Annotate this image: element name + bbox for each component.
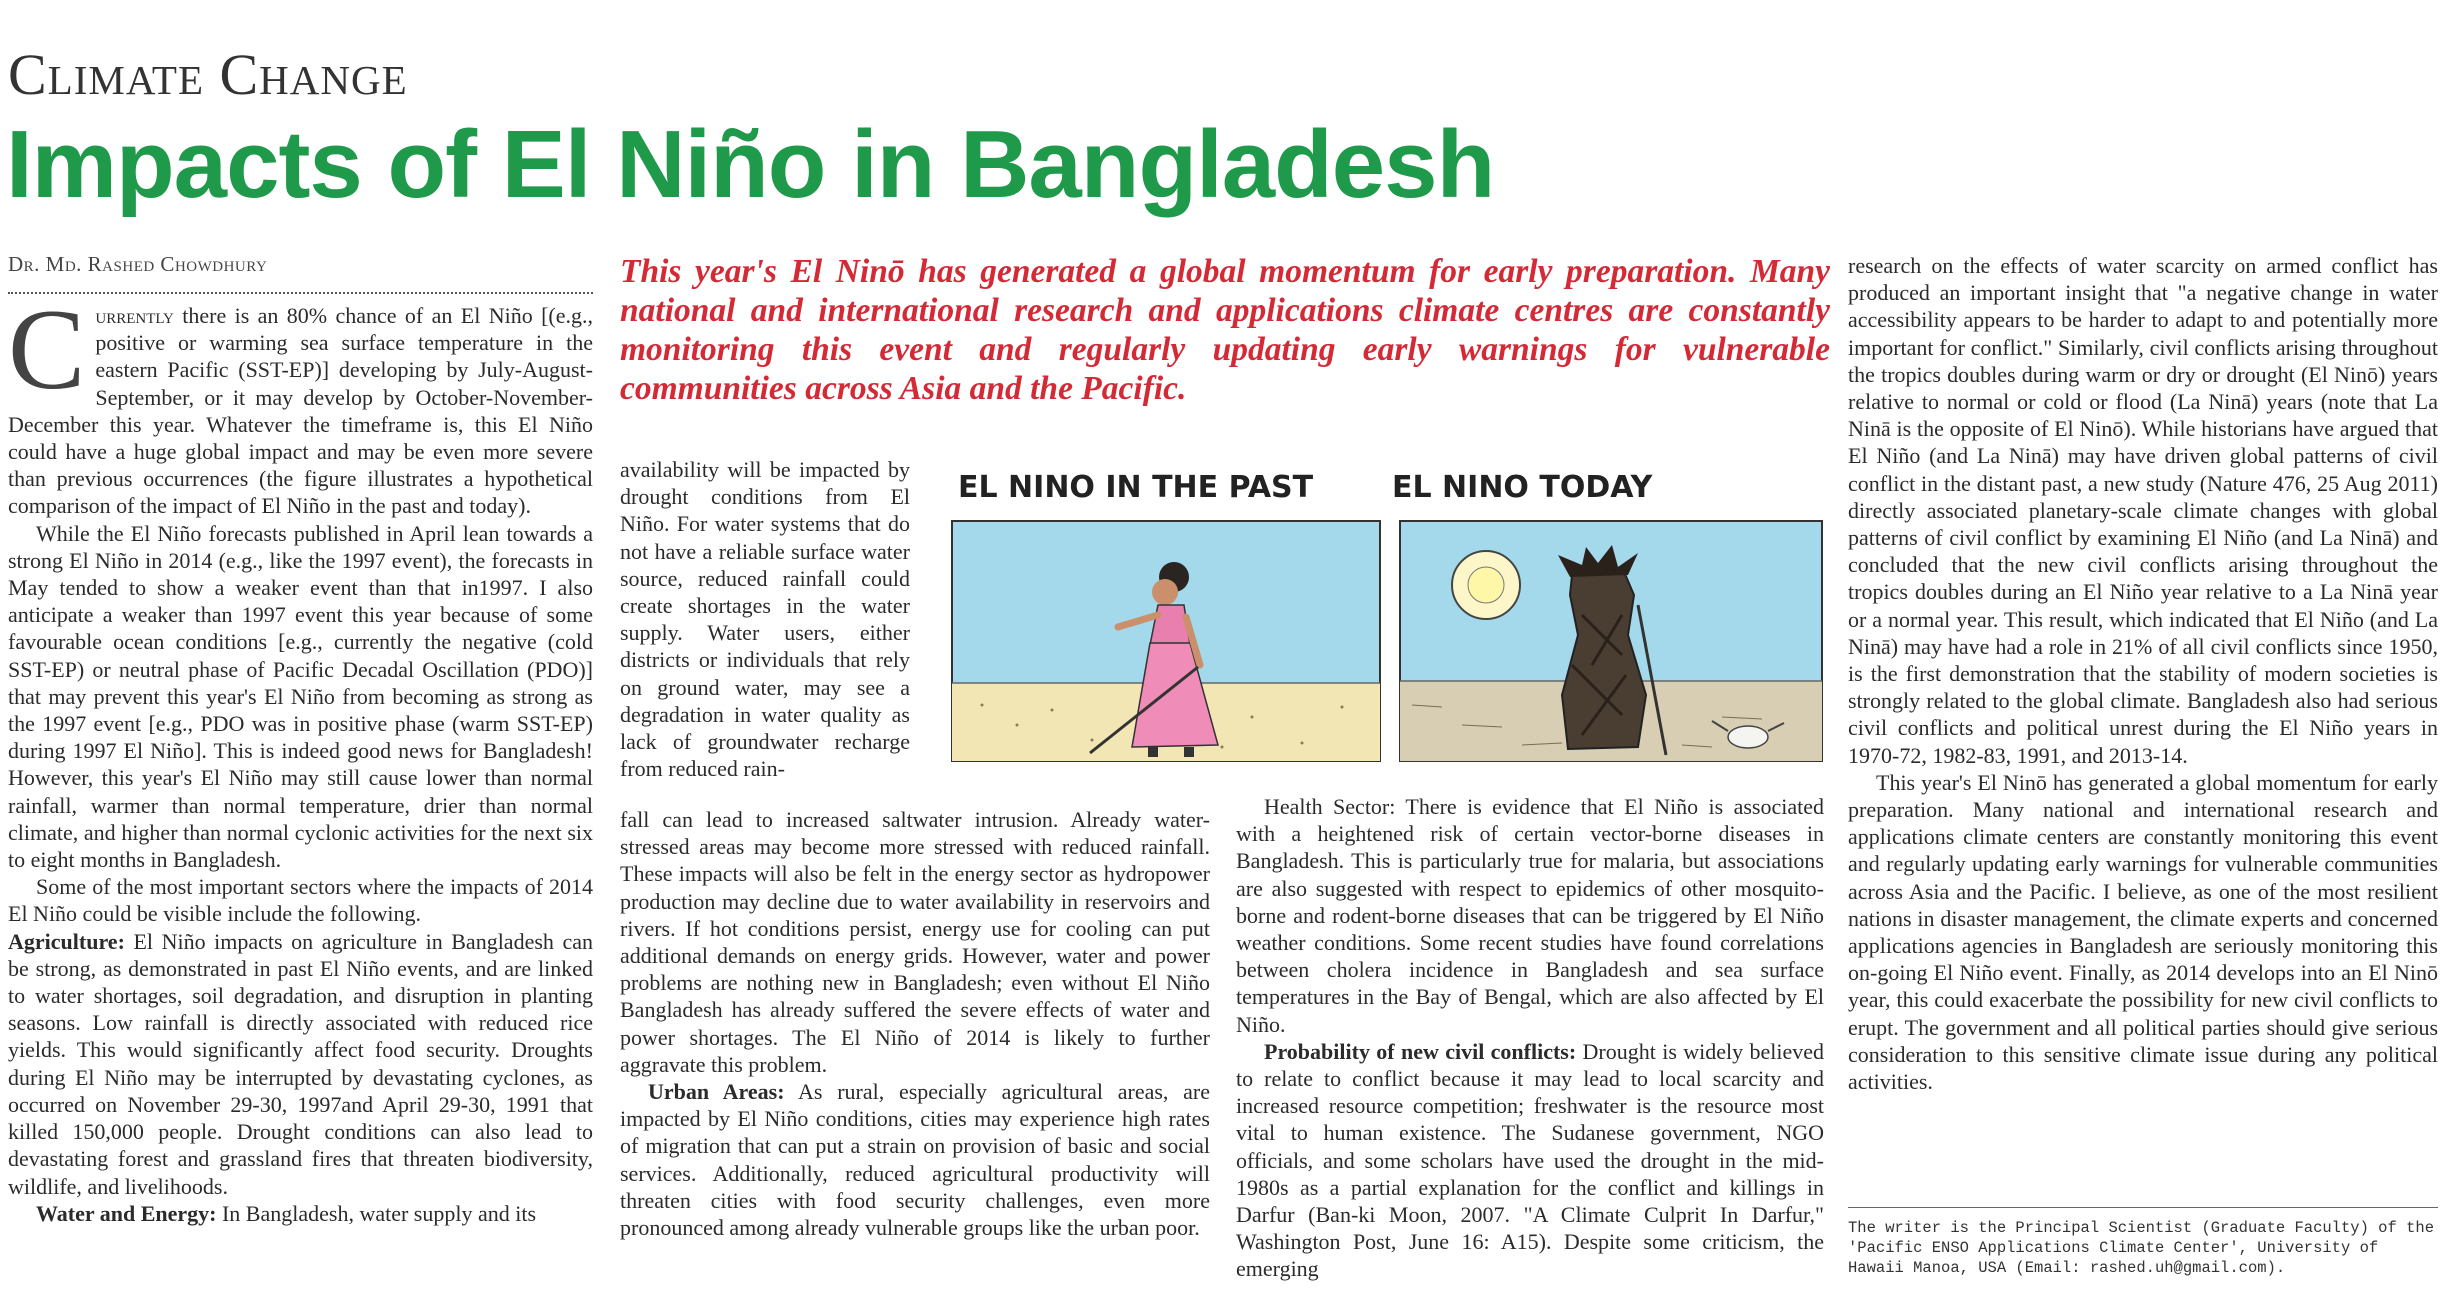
cartoon-illustration: [922, 455, 1830, 775]
cartoon-caption-right: EL NINO TODAY: [1392, 470, 1653, 505]
author-byline: Dr. Md. Rashed Chowdhury: [8, 252, 268, 276]
urban-areas-paragraph: Urban Areas: As rural, especially agricultural areas, are impacted by El Niño conditions, cities may experience high rates of migration that can put a strain on provision of basic and social services. Additionally, reduced agricultural productivity will threaten cities with food security challenges, even more pronounced among already vulnerable groups like the urban poor.: [620, 1079, 1211, 1241]
civil-conflicts-paragraph: Probability of new civil conflicts: Drought is widely believed to relate to conflict because it may lead to local scarcity and increased resource competition; freshwater is the resource most vital to human existence. The Sudanese government, NGO officials, and some scholars have used the drought in the mid-1980s as a partial explanation for the conflict and killings in Darfur (Ban-ki Moon, 2007. "A Climate Culprit In Darfur," Washington Post, June 16: A15). Despite some criticism, the emerging: [1236, 1038, 1824, 1282]
drop-cap: C: [8, 286, 86, 414]
paragraph: While the El Niño forecasts published in April lean towards a strong El Niño in 2014 (e.g., like the 1997 event), the forecasts in May tended to show a weaker event than that in1997. I also anticipate a weaker than 1997 event this year because of some favourable ocean conditions [e.g., currently the negative (cold SST-EP) or neutral phase of Pacific Decadal Oscillation (PDO)] that may prevent this year's El Niño from becoming as strong as the 1997 event [e.g., PDO was in positive phase (warm SST-EP) during 1997 El Niño]. This is indeed good news for Bangladesh! However, this year's El Niño may still cause lower than normal rainfall, warmer than normal temperature, drier than normal climate, and higher than normal cyclonic activities for the next six to eight months in Bangladesh.: [8, 520, 593, 873]
column-3: [1236, 793, 1824, 1283]
cartoon-caption-left: EL NINO IN THE PAST: [958, 470, 1314, 505]
paragraph: availability will be impacted by drought conditions from El Niño. For water systems that do not have a reliable surface water source, reduced rainfall could create shortages in the water supply. Water users, either districts or individuals that rely on ground water, may see a degradation in water quality as lack of groundwater recharge from reduced rain-: [620, 457, 910, 782]
agriculture-paragraph: Agriculture: El Niño impacts on agriculture in Bangladesh can be strong, as demonstrated in past El Niño events, and are linked to water shortages, soil degradation, and disruption in planting seasons. Low rainfall is directly associated with reduced rice yields. This would significantly affect food security. Droughts during El Niño may be interrupted by devastating cyclones, as occurred on November 29-30, 1997and April 29-30, 1991 that killed 150,000 people. Drought conditions can also lead to devastating forest and grassland fires that threaten biodiversity, wildlife, and livelihoods.: [8, 928, 593, 1199]
cartoon-panel-past: [952, 521, 1380, 761]
column-2: [620, 806, 1210, 1241]
cartoon-panel-today: [1400, 521, 1822, 761]
pull-quote: This year's El Ninō has generated a global momentum for early preparation. Many national and international research and applications climate centres are constantly monitoring this event and regularly updating early warnings for vulnerable communities across Asia and the Pacific.: [620, 253, 1830, 407]
intro-paragraph: Currently there is an 80% chance of an El Niño [(e.g., positive or warming sea surface temperature in the eastern Pacific (SST-EP)] developing by July-August-September, or it may develop by October-November-December this year. Whatever the timeframe is, this El Niño could have a huge global impact and may be even more severe than previous occurrences (the figure illustrates a hypothetical comparison of the impact of El Niño in the past and today).: [8, 286, 593, 519]
column-4: [1848, 252, 2438, 1095]
byline-divider: [8, 292, 593, 294]
column-2-top: [620, 456, 910, 782]
footnote-divider: [1848, 1207, 2438, 1208]
paragraph: This year's El Ninō has generated a global momentum for early preparation. Many national and international research and applications climate centers are constantly monitoring this event and regularly updating early warnings for vulnerable communities across Asia and the Pacific. I believe, as one of the most resilient nations in disaster management, the climate experts and concerned applications agencies in Bangladesh are seriously monitoring this on-going El Niño event. Finally, as 2014 develops into an El Ninō year, this could exacerbate the possibility for new civil conflicts to erupt. The government and all political parties should give serious consideration to this sensitive climate issue during any political activities.: [1848, 769, 2438, 1095]
section-kicker: Climate Change: [8, 42, 408, 107]
paragraph: Some of the most important sectors where the impacts of 2014 El Niño could be visible include the following.: [8, 874, 593, 927]
health-sector-paragraph: Health Sector: There is evidence that El Niño is associated with a heightened risk of certain vector-borne diseases in Bangladesh. This is particularly true for malaria, but associations are also suggested with respect to epidemics of other mosquito-borne and rodent-borne diseases that can be triggered by El Niño weather conditions. Some recent studies have found correlations between cholera incidence in Bangladesh and sea surface temperatures in the Bay of Bengal, which are also affected by El Niño.: [1236, 794, 1824, 1037]
paragraph: research on the effects of water scarcity on armed conflict has produced an important insight that "a negative change in water accessibility appears to be harder to adapt to and potentially more important for conflict." Similarly, civil conflicts arising throughout the tropics doubles during warm or dry or drought (El Ninō) years relative to normal or cold or flood (La Ninā) years (note that La Ninā is the opposite of El Ninō). While historians have argued that El Niño (and La Ninā) may have driven global patterns of civil conflict in the distant past, a new study (Nature 476, 25 Aug 2011) directly associated planetary-scale climate changes with global patterns of civil conflict by examining El Niño (and La Ninā) and concluded that the new civil conflicts arising throughout the tropics doubles during an El Niño year relative to a La Ninā year or a normal year. This result, which indicated that El Niño (and La Ninā) may have had a role in 21% of all civil conflicts since 1950, is the first demonstration that the stability of modern societies is strongly related to the global climate. Bangladesh also had serious civil conflicts and political unrest during the El Niño years in 1970-72, 1982-83, 1991, and 2013-14.: [1848, 253, 2438, 768]
water-energy-paragraph: Water and Energy: In Bangladesh, water supply and its: [36, 1200, 537, 1226]
column-1: [8, 286, 593, 1227]
paragraph: fall can lead to increased saltwater intrusion. Already water-stressed areas may become more stressed with reduced rainfall. These impacts will also be felt in the energy sector as hydropower production may decline due to water availability in reservoirs and rivers. If hot conditions persist, energy use for cooling can put additional demands on energy grids. However, water and power problems are nothing new in Bangladesh; even without El Niño Bangladesh has already suffered the severe effects of water and power shortages. The El Niño of 2014 is likely to further aggravate this problem.: [620, 807, 1210, 1077]
author-footnote: The writer is the Principal Scientist (Graduate Faculty) of the 'Pacific ENSO Applications Climate Center', University of Hawaii Manoa, USA (Email: rashed.uh@gmail.com).: [1848, 1219, 2434, 1277]
article-headline: Impacts of El Niño in Bangladesh: [6, 111, 1495, 218]
